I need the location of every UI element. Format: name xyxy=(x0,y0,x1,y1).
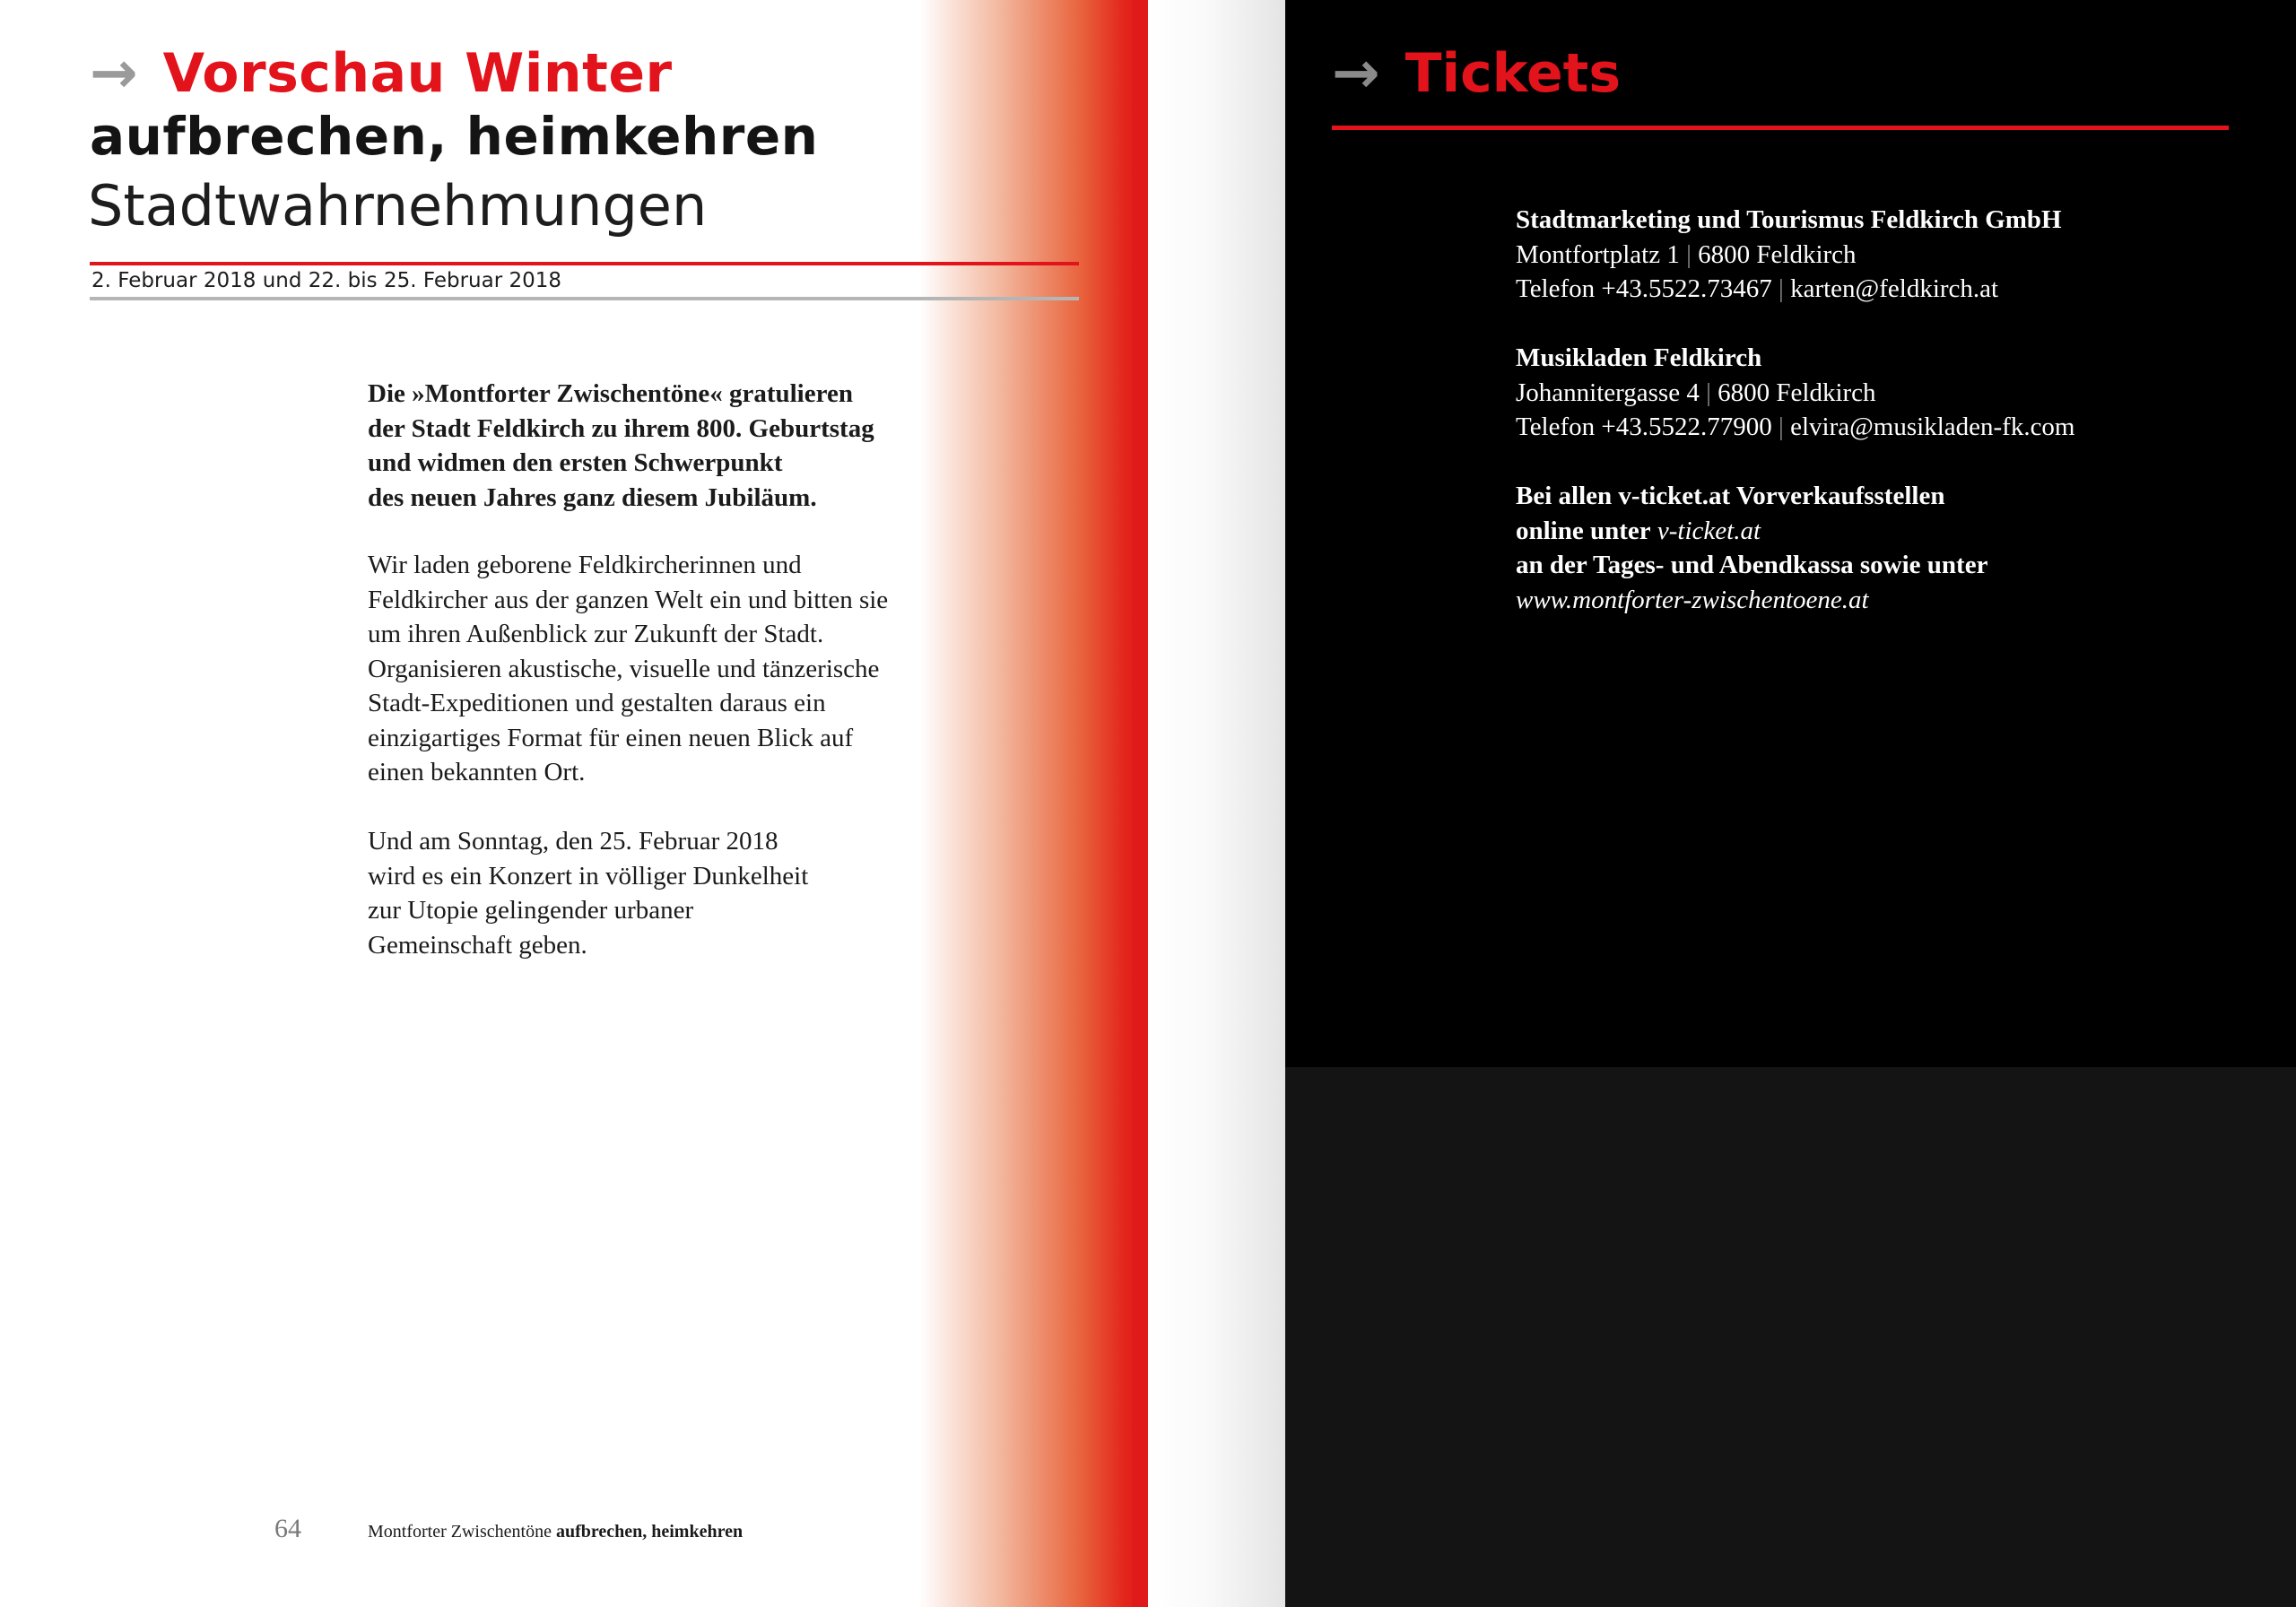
office-address xyxy=(1516,376,2233,411)
ticket-office-musikladen xyxy=(1516,341,2233,445)
text-line: Organisieren akustische, visuelle und tänzerische xyxy=(368,654,880,683)
running-title xyxy=(368,1522,743,1542)
text-line: Feldkircher aus der ganzen Welt ein und bitten sie xyxy=(368,585,889,614)
separator: | xyxy=(1779,413,1784,441)
right-page xyxy=(1285,0,2296,1607)
arrow-right-icon: → xyxy=(1332,40,1380,107)
invite-paragraph xyxy=(368,548,996,790)
street: Montfortplatz 1 xyxy=(1516,239,1680,269)
grey-rule xyxy=(90,297,1079,300)
text-line: Gemeinschaft geben. xyxy=(368,930,587,960)
red-rule xyxy=(90,262,1079,265)
text-line: der Stadt Feldkirch zu ihrem 800. Geburtstag xyxy=(368,413,874,443)
date-line: 2. Februar 2018 und 22. bis 25. Februar 2018 xyxy=(91,269,561,292)
concert-paragraph xyxy=(368,824,996,962)
street: Johannitergasse 4 xyxy=(1516,378,1700,407)
separator: | xyxy=(1779,274,1784,303)
text-line: zur Utopie gelingender urbaner xyxy=(368,896,694,925)
page-number: 64 xyxy=(274,1514,301,1543)
page-title: aufbrechen, heimkehren xyxy=(90,106,819,167)
email-link[interactable]: karten@feldkirch.at xyxy=(1790,274,1999,303)
section-heading-right xyxy=(1332,40,1621,107)
online-line xyxy=(1516,514,2233,549)
office-name: Stadtmarketing und Tourismus Feldkirch GmbH xyxy=(1516,205,2062,234)
city: 6800 Feldkirch xyxy=(1718,378,1876,407)
tickets-heading: Tickets xyxy=(1405,42,1622,105)
email-link[interactable]: elvira@musikladen-fk.com xyxy=(1790,413,2075,441)
running-title-regular: Montforter Zwischentöne xyxy=(368,1522,552,1542)
office-contact xyxy=(1516,272,2233,307)
running-title-bold: aufbrechen, heimkehren xyxy=(555,1522,744,1542)
box-office-line: an der Tages- und Abendkassa sowie unter xyxy=(1516,551,1988,579)
office-contact xyxy=(1516,410,2233,445)
separator: | xyxy=(1686,239,1692,269)
red-gradient-band xyxy=(919,0,1148,1607)
section-heading-left xyxy=(90,40,673,107)
text-line: Die »Montforter Zwischentöne« gratulieren xyxy=(368,379,853,408)
separator: | xyxy=(1706,378,1711,407)
phone: Telefon +43.5522.77900 xyxy=(1516,413,1772,441)
section-label: Vorschau Winter xyxy=(162,42,673,105)
text-line: einen bekannten Ort. xyxy=(368,758,586,786)
ticket-presale-info xyxy=(1516,479,2233,617)
website-line xyxy=(1516,583,2233,618)
presale-line: Bei allen v-ticket.at Vorverkaufsstellen xyxy=(1516,482,1945,510)
office-name: Musikladen Feldkirch xyxy=(1516,343,1762,372)
vticket-link[interactable]: v-ticket.at xyxy=(1657,516,1761,545)
book-gutter xyxy=(1148,0,1287,1607)
red-page-edge xyxy=(1132,0,1148,1607)
intro-paragraph xyxy=(368,377,996,515)
phone: Telefon +43.5522.73467 xyxy=(1516,274,1772,303)
ticket-office-stadtmarketing xyxy=(1516,203,2233,307)
text-line: Stadt-Expeditionen und gestalten daraus ein xyxy=(368,689,826,717)
text-line: wird es ein Konzert in völliger Dunkelheit xyxy=(368,861,809,890)
office-address xyxy=(1516,238,2233,273)
text-line: Wir laden geborene Feldkircherinnen und xyxy=(368,551,802,579)
dark-lower-area xyxy=(1285,1067,2296,1607)
text-line: einzigartiges Format für einen neuen Blick auf xyxy=(368,723,854,752)
text-line: des neuen Jahres ganz diesem Jubiläum. xyxy=(368,482,817,512)
red-rule xyxy=(1332,126,2229,130)
text-line: und widmen den ersten Schwerpunkt xyxy=(368,448,783,477)
text-line: um ihren Außenblick zur Zukunft der Stadt. xyxy=(368,620,824,648)
arrow-right-icon: → xyxy=(90,40,138,107)
city: 6800 Feldkirch xyxy=(1698,239,1857,269)
page-subtitle: Stadtwahrnehmungen xyxy=(88,173,708,239)
online-prefix: online unter xyxy=(1516,516,1651,545)
text-line: Und am Sonntag, den 25. Februar 2018 xyxy=(368,827,778,856)
website-link[interactable]: www.montforter-zwischentoene.at xyxy=(1516,585,1869,614)
